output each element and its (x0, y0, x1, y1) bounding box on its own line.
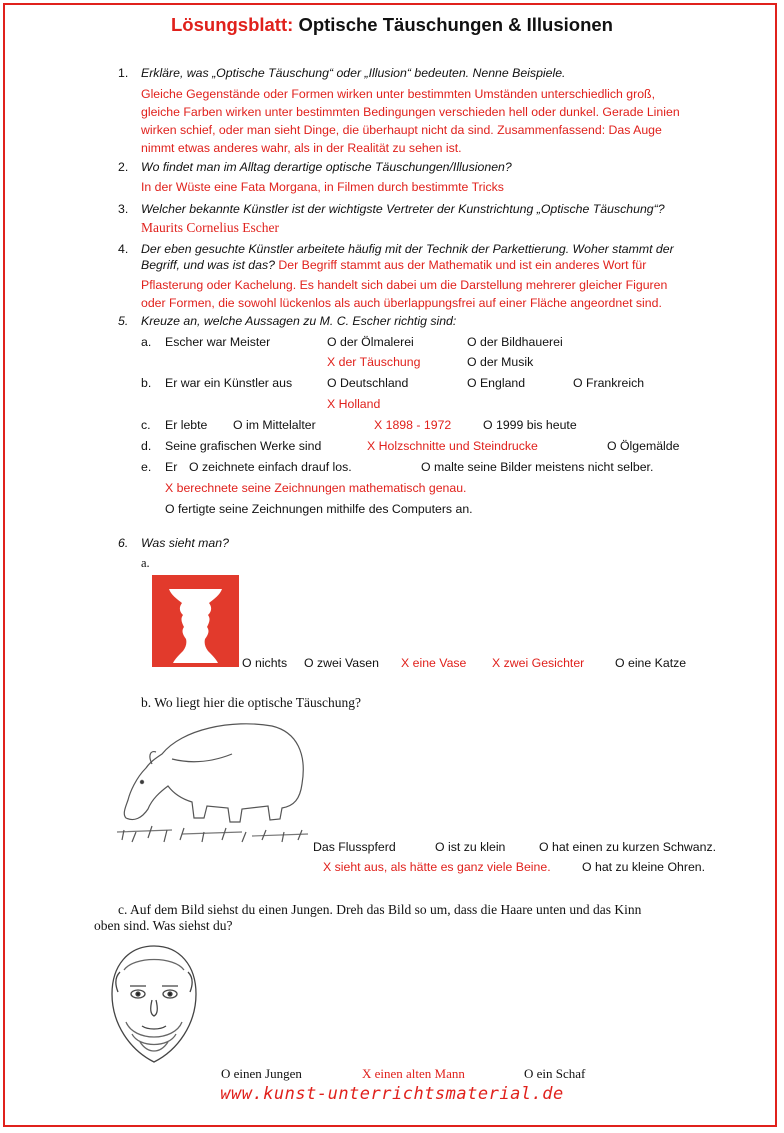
q1-answer-line-2: gleiche Farben wirken unter bestimmten Bedingungen verschieden hell oder dunkel. Gerade Linien (141, 105, 680, 119)
q6a-option-eine-katze[interactable]: O eine Katze (615, 656, 687, 670)
q1-answer-line-3: wirken schief, oder man sieht Dinge, die überhaupt nicht da sind. Zusammenfassend: Das Auge (141, 123, 662, 137)
q5a-stem: Escher war Meister (165, 335, 271, 349)
q5d-option-oelgemaelde[interactable]: O Ölgemälde (607, 439, 680, 453)
q5a-option-bildhauerei[interactable]: O der Bildhauerei (467, 335, 563, 349)
q5e-stem: Er (165, 460, 178, 474)
q1-answer-line-1: Gleiche Gegenstände oder Formen wirken unter bestimmten Umständen unterschiedlich groß, (141, 87, 655, 101)
q5e-option-computer[interactable]: O fertigte seine Zeichnungen mithilfe des Computers an. (165, 502, 473, 516)
q3-question: Welcher bekannte Künstler ist der wichtigste Vertreter der Kunstrichtung „Optische Täuschung“? (141, 202, 665, 216)
q6a-option-zwei-gesichter[interactable]: X zwei Gesichter (492, 656, 585, 670)
q1-answer-line-4: nimmt etwas anderes wahr, als in der Realität zu sehen ist. (141, 141, 462, 155)
q5b-option-frankreich[interactable]: O Frankreich (573, 376, 645, 390)
q5a-option-taeuschung[interactable]: X der Täuschung (327, 355, 421, 369)
q5c-option-1898-1972[interactable]: X 1898 - 1972 (374, 418, 452, 432)
q5b-option-deutschland[interactable]: O Deutschland (327, 376, 409, 390)
q5e-option-nicht-selber[interactable]: O malte seine Bilder meistens nicht selber. (421, 460, 654, 474)
q4-question-line-1: Der eben gesuchte Künstler arbeitete häufig mit der Technik der Parkettierung. Woher stammt der (141, 242, 674, 256)
hippo-image (112, 714, 310, 856)
q5a-letter: a. (141, 335, 152, 349)
q6b-heading: b. Wo liegt hier die optische Täuschung? (141, 695, 361, 710)
old-man-boy-image (104, 942, 204, 1067)
q6a-option-nichts[interactable]: O nichts (242, 656, 288, 670)
q6b-option-flusspferd: Das Flusspferd (313, 840, 396, 854)
q5d-letter: d. (141, 439, 152, 453)
q3-answer: Maurits Cornelius Escher (141, 220, 279, 235)
q6c-option-schaf[interactable]: O ein Schaf (524, 1066, 586, 1081)
q2-answer: In der Wüste eine Fata Morgana, in Filmen durch bestimmte Tricks (141, 180, 504, 194)
q5a-option-oelmalerei[interactable]: O der Ölmalerei (327, 335, 414, 349)
q5b-option-holland[interactable]: X Holland (327, 397, 381, 411)
q1-number: 1. (118, 66, 129, 80)
q6b-option-kleine-ohren[interactable]: O hat zu kleine Ohren. (582, 860, 706, 874)
q5e-option-drauf-los[interactable]: O zeichnete einfach drauf los. (189, 460, 352, 474)
q2-number: 2. (118, 160, 129, 174)
q6c-option-jungen[interactable]: O einen Jungen (221, 1066, 302, 1081)
q6b-option-zu-klein[interactable]: O ist zu klein (435, 840, 506, 854)
q5e-option-mathematisch[interactable]: X berechnete seine Zeichnungen mathematisch genau. (165, 481, 467, 495)
q5e-letter: e. (141, 460, 152, 474)
q5c-stem: Er lebte (165, 418, 208, 432)
q5b-letter: b. (141, 376, 152, 390)
q5c-option-mittelalter[interactable]: O im Mittelalter (233, 418, 316, 432)
q5d-stem: Seine grafischen Werke sind (165, 439, 322, 453)
q6a-letter: a. (141, 556, 150, 570)
q4-number: 4. (118, 242, 129, 256)
q6c-option-alten-mann[interactable]: X einen alten Mann (362, 1066, 465, 1081)
q6b-option-kurzer-schwanz[interactable]: O hat einen zu kurzen Schwanz. (539, 840, 717, 854)
q4-line-2: Begriff, und was ist das? Der Begriff stammt aus der Mathematik und ist ein anderes Wort für (141, 258, 647, 272)
q6c-line-1: c. Auf dem Bild siehst du einen Jungen. Dreh das Bild so um, dass die Haare unten und das Kinn (118, 902, 642, 917)
rubin-vase-image (152, 575, 239, 667)
q5b-stem: Er war ein Künstler aus (165, 376, 293, 390)
q1-question: Erkläre, was „Optische Täuschung“ oder „Illusion“ bedeuten. Nenne Beispiele. (141, 66, 566, 80)
page-title: Lösungsblatt: Optische Täuschungen & Illusionen (171, 14, 613, 35)
q6-question: Was sieht man? (141, 536, 229, 550)
q5c-letter: c. (141, 418, 151, 432)
q6a-option-eine-vase[interactable]: X eine Vase (401, 656, 467, 670)
q6b-option-viele-beine[interactable]: X sieht aus, als hätte es ganz viele Beine. (323, 860, 551, 874)
q6-number: 6. (118, 536, 129, 550)
q6a-option-zwei-vasen[interactable]: O zwei Vasen (304, 656, 379, 670)
q5a-option-musik[interactable]: O der Musik (467, 355, 534, 369)
q5b-option-england[interactable]: O England (467, 376, 526, 390)
q6c-line-2: oben sind. Was siehst du? (94, 918, 233, 933)
q4-answer-line-3: oder Formen, die sowohl lückenlos als auch überlappungsfrei auf einer Fläche angeordnet sind. (141, 296, 662, 310)
q2-question: Wo findet man im Alltag derartige optische Täuschungen/Illusionen? (141, 160, 512, 174)
q5d-option-holzschnitte[interactable]: X Holzschnitte und Steindrucke (367, 439, 538, 453)
q5-question: Kreuze an, welche Aussagen zu M. C. Escher richtig sind: (141, 314, 457, 328)
q3-number: 3. (118, 202, 129, 216)
q5-number: 5. (118, 314, 129, 328)
q4-answer-line-2: Pflasterung oder Kachelung. Es handelt sich dabei um die Darstellung mehrerer gleicher Figuren (141, 278, 668, 292)
q5c-option-1999[interactable]: O 1999 bis heute (483, 418, 577, 432)
footer-website-link[interactable]: www.kunst-unterrichtsmaterial.de (220, 1084, 564, 1104)
